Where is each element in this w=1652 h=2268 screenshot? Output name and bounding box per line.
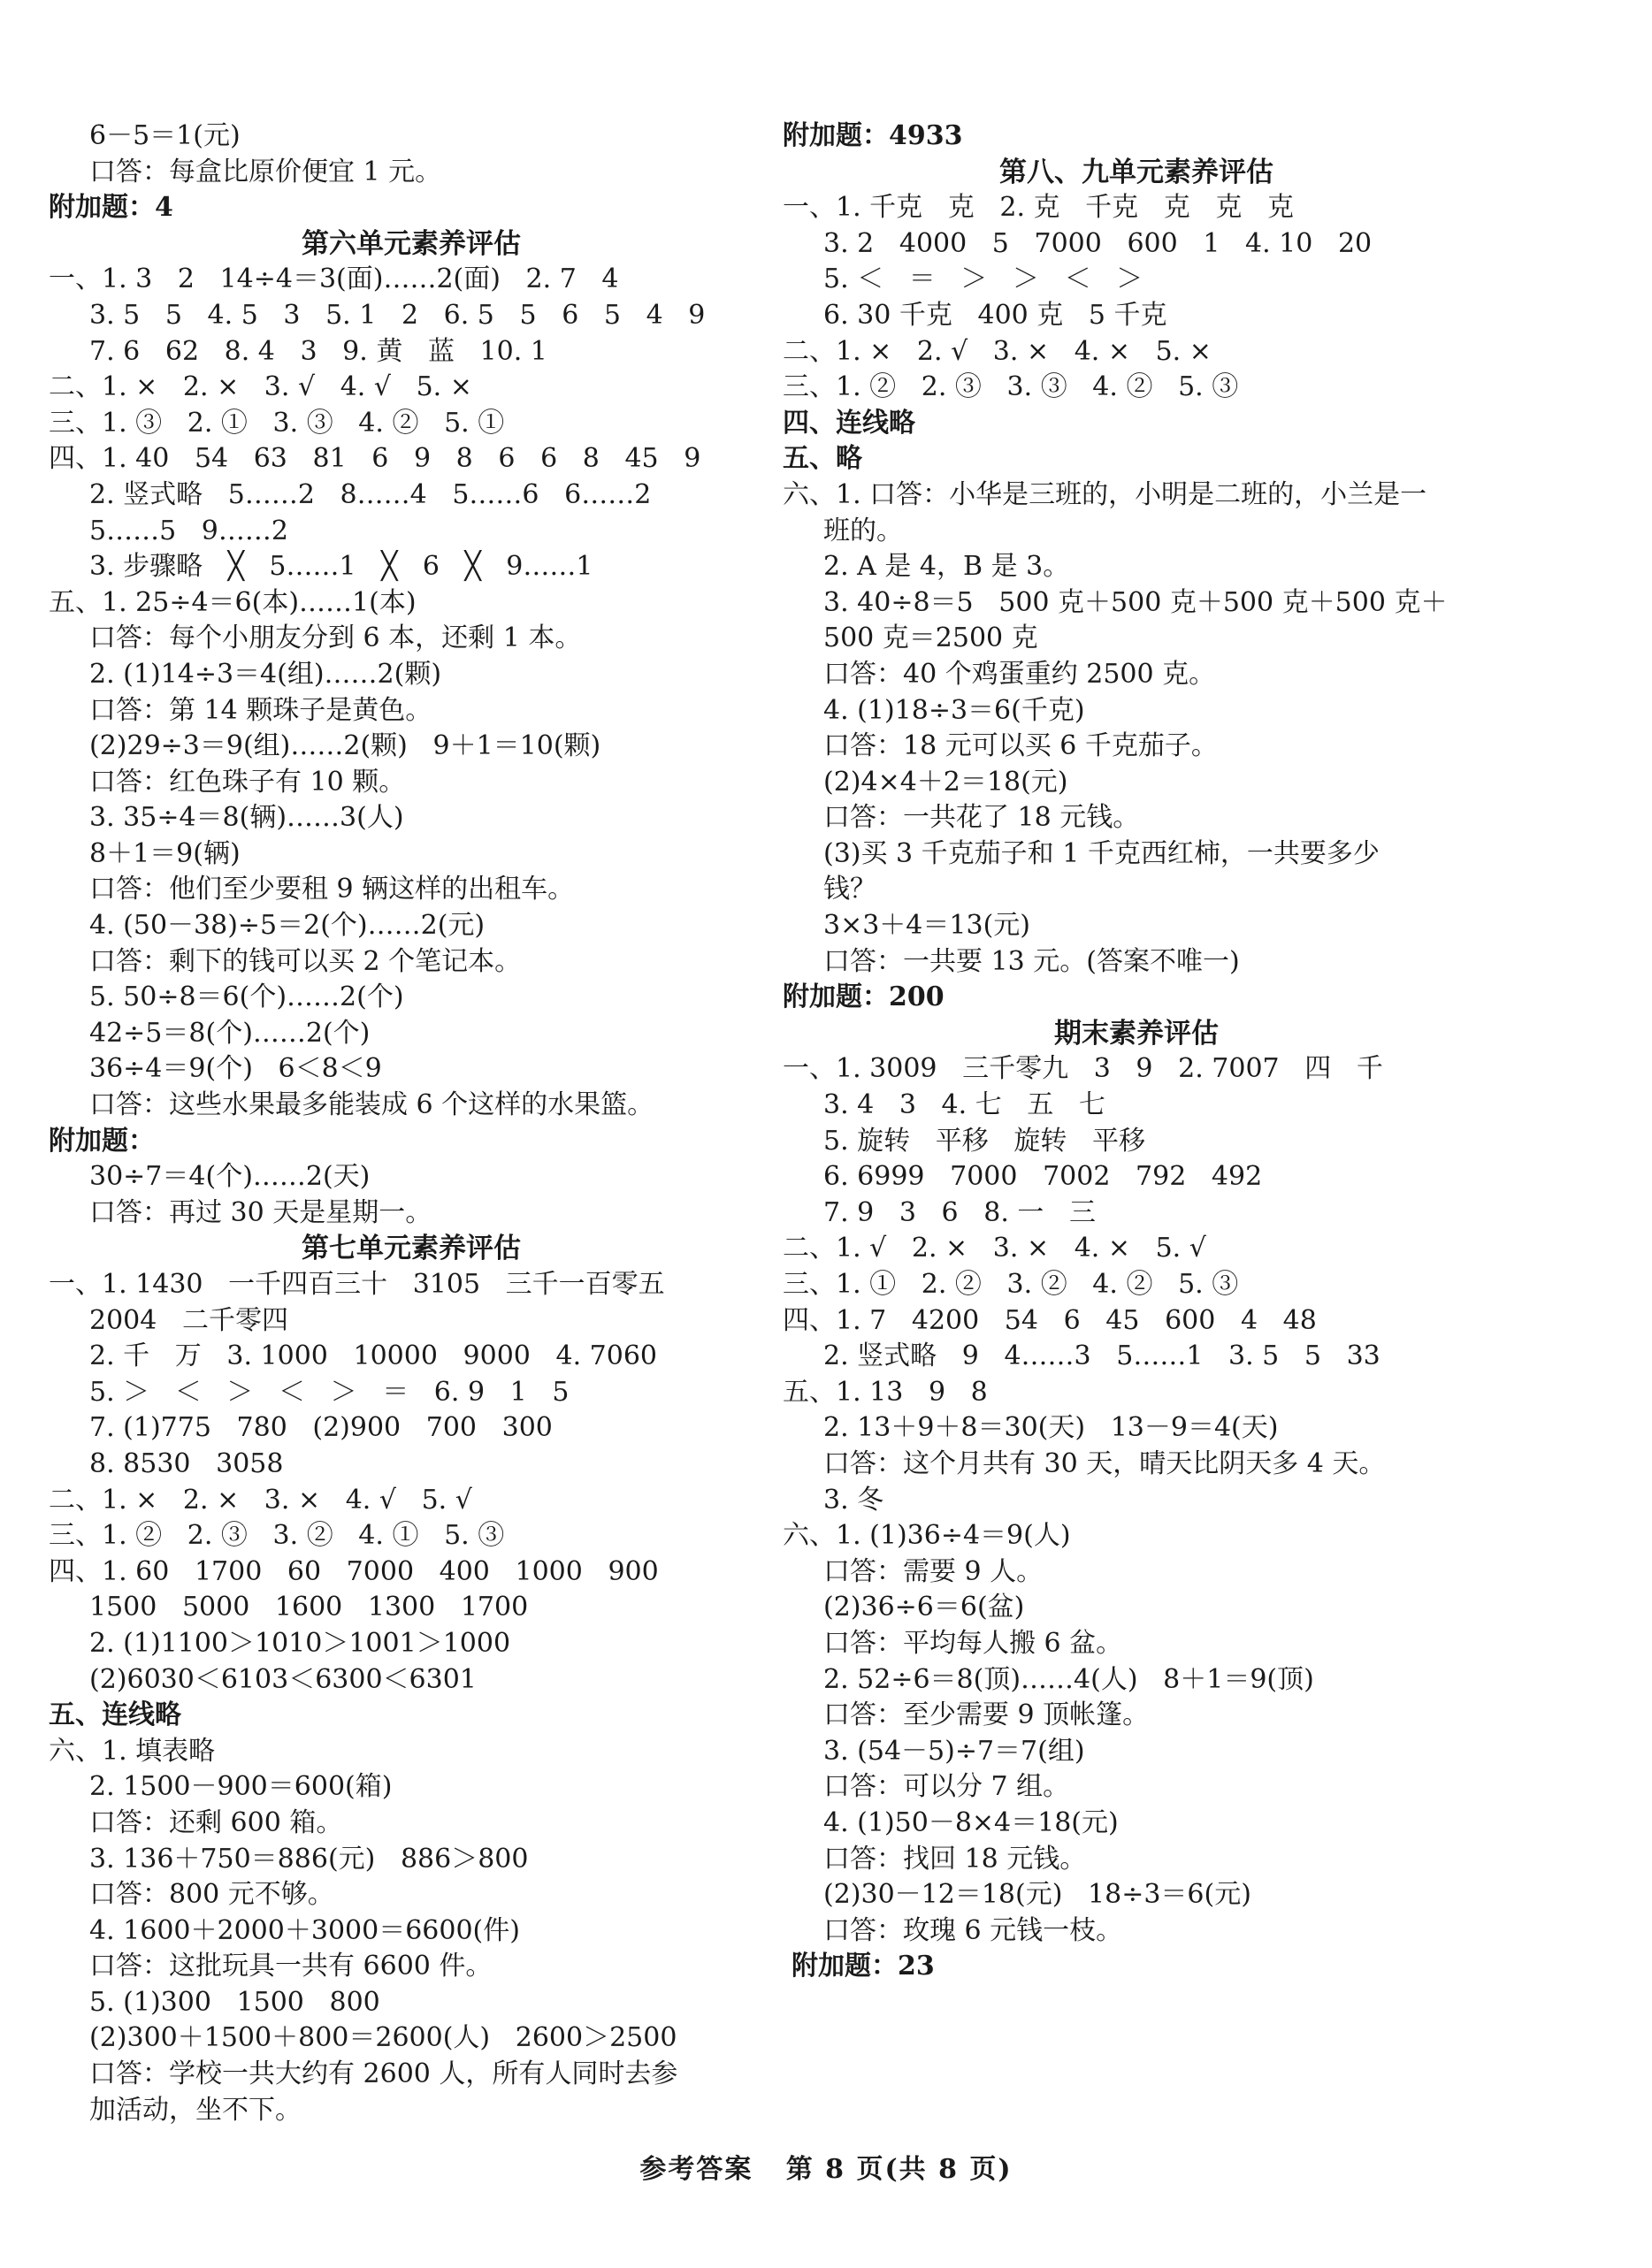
answer-line: 5. ＜ ＝ ＞ ＞ ＜ ＞ (823, 263, 1143, 295)
answer-line: 2. (1)14÷3＝4(组)……2(颗) (89, 658, 442, 690)
answer-line: 四、连线略 (783, 407, 915, 439)
section-heading: 第六单元素养评估 (302, 227, 521, 260)
answer-line: 7. (1)775 780 (2)900 700 300 (89, 1412, 553, 1444)
page-footer: 参考答案 第 8 页(共 8 页) (639, 2154, 1013, 2185)
answer-line: 口答：红色珠子有 10 颗。 (89, 766, 406, 798)
answer-line: 一、1. 1430 一千四百三十 3105 三千一百零五 (49, 1269, 665, 1300)
answer-line: 500 克＝2500 克 (823, 622, 1038, 654)
answer-line: 附加题：4933 (783, 120, 963, 151)
answer-line: 加活动，坐不下。 (89, 2094, 302, 2126)
section-heading: 第八、九单元素养评估 (999, 156, 1273, 188)
answer-line: 30÷7＝4(个)……2(天) (89, 1161, 371, 1193)
answer-line: 8＋1＝9(辆) (89, 837, 241, 869)
answer-line: 口答：找回 18 元钱。 (823, 1843, 1087, 1875)
answer-line: 五、1. 13 9 8 (783, 1376, 988, 1408)
answer-line: 口答：每盒比原价便宜 1 元。 (89, 156, 442, 187)
answer-line: 7. 6 62 8. 4 3 9. 黄 蓝 10. 1 (89, 335, 547, 367)
answer-line: 口答：玫瑰 6 元钱一枝。 (823, 1914, 1123, 1946)
answer-line: 口答：18 元可以买 6 千克茄子。 (823, 730, 1218, 762)
answer-line: (2)4×4＋2＝18(元) (823, 766, 1068, 798)
answer-line: 六、1. 填表略 (49, 1735, 216, 1767)
answer-line: 2. (1)1100＞1010＞1001＞1000 (89, 1627, 511, 1659)
answer-line: 3. 步骤略 ╳ 5……1 ╳ 6 ╳ 9……1 (89, 551, 593, 583)
answer-line: 6. 30 千克 400 克 5 千克 (823, 299, 1167, 331)
answer-line: 班的。 (823, 515, 903, 546)
answer-line: 二、1. × 2. × 3. × 4. √ 5. √ (49, 1484, 472, 1516)
answer-line: 六、1. (1)36÷4＝9(人) (783, 1520, 1071, 1552)
left-column (49, 118, 774, 2128)
answer-line: 2. 13＋9＋8＝30(天) 13－9＝4(天) (823, 1412, 1279, 1444)
answer-line: 3. 5 5 4. 5 3 5. 1 2 6. 5 5 6 5 4 9 (89, 299, 706, 331)
answer-line: 6－5＝1(元) (89, 120, 241, 151)
answer-line: 附加题： (49, 1125, 155, 1157)
answer-line: 4. (50－38)÷5＝2(个)……2(元) (89, 910, 486, 942)
answer-line: 一、1. 3009 三千零九 3 9 2. 7007 四 千 (783, 1053, 1383, 1085)
answer-line: 一、1. 千克 克 2. 克 千克 克 克 克 (783, 192, 1294, 224)
answer-line: 三、1. ③ 2. ① 3. ③ 4. ② 5. ① (49, 407, 505, 439)
answer-line: 三、1. ② 2. ③ 3. ③ 4. ② 5. ③ (783, 371, 1239, 403)
answer-line: 2. 1500－900＝600(箱) (89, 1771, 393, 1803)
answer-line: 口答：还剩 600 箱。 (89, 1806, 343, 1838)
right-column (783, 118, 1490, 1985)
answer-line: 口答：平均每人搬 6 盆。 (823, 1627, 1123, 1659)
answer-line: 8. 8530 3058 (89, 1447, 284, 1479)
answer-line: 五、连线略 (49, 1699, 181, 1731)
answer-line: (2)300＋1500＋800＝2600(人) 2600＞2500 (89, 2022, 677, 2054)
answer-line: 3×3＋4＝13(元) (823, 910, 1030, 942)
answer-line: 四、1. 40 54 63 81 6 9 8 6 6 8 45 9 (49, 443, 701, 475)
answer-line: 口答：需要 9 人。 (823, 1555, 1044, 1587)
answer-line: 2. 竖式略 5……2 8……4 5……6 6……2 (89, 478, 652, 510)
answer-line: 3. 35÷4＝8(辆)……3(人) (89, 802, 404, 834)
answer-line: 口答：学校一共大约有 2600 人，所有人同时去参 (89, 2058, 678, 2090)
answer-line: 五、略 (783, 443, 862, 475)
answer-line: 口答：这些水果最多能装成 6 个这样的水果篮。 (89, 1089, 654, 1121)
answer-line: 附加题：200 (783, 981, 945, 1013)
answer-line: 2. 千 万 3. 1000 10000 9000 4. 7060 (89, 1340, 657, 1372)
answer-line: 4. (1)50－8×4＝18(元) (823, 1806, 1119, 1838)
answer-line: 2. 52÷6＝8(顶)……4(人) 8＋1＝9(顶) (823, 1663, 1314, 1695)
answer-line: 附加题：23 (792, 1951, 935, 1982)
answer-line: 附加题：4 (49, 192, 173, 224)
section-heading: 期末素养评估 (1054, 1017, 1219, 1050)
answer-line: 2. A 是 4，B 是 3。 (823, 551, 1070, 583)
answer-line: 6. 6999 7000 7002 792 492 (823, 1161, 1263, 1193)
answer-line: 口答：至少需要 9 顶帐篷。 (823, 1699, 1150, 1731)
answer-line: 口答：每个小朋友分到 6 本，还剩 1 本。 (89, 622, 582, 654)
answer-line: 42÷5＝8(个)……2(个) (89, 1017, 371, 1049)
answer-line: 4. 1600＋2000＋3000＝6600(件) (89, 1914, 520, 1946)
answer-line: 钱？ (823, 874, 876, 905)
answer-line: (2)6030＜6103＜6300＜6301 (89, 1663, 477, 1695)
answer-line: (2)36÷6＝6(盆) (823, 1592, 1025, 1623)
answer-line: 3. 136＋750＝886(元) 886＞800 (89, 1843, 529, 1875)
answer-line: 5. (1)300 1500 800 (89, 1986, 380, 2018)
answer-line: 口答：800 元不够。 (89, 1879, 334, 1911)
answer-line: 5. 旋转 平移 旋转 平移 (823, 1125, 1145, 1157)
answer-line: 口答：第 14 颗珠子是黄色。 (89, 694, 432, 726)
answer-line: (2)29÷3＝9(组)……2(颗) 9＋1＝10(颗) (89, 730, 601, 762)
answer-line: 5……5 9……2 (89, 515, 288, 546)
answer-line: 口答：这个月共有 30 天，晴天比阴天多 4 天。 (823, 1447, 1386, 1479)
answer-line: 2. 竖式略 9 4……3 5……1 3. 5 5 33 (823, 1340, 1380, 1372)
answer-line: 3. 40÷8＝5 500 克＋500 克＋500 克＋500 克＋ (823, 586, 1448, 618)
answer-line: 口答：40 个鸡蛋重约 2500 克。 (823, 658, 1216, 690)
answer-line: 口答：一共花了 18 元钱。 (823, 802, 1140, 834)
answer-line: 四、1. 7 4200 54 6 45 600 4 48 (783, 1304, 1317, 1336)
answer-line: 三、1. ② 2. ③ 3. ② 4. ① 5. ③ (49, 1520, 505, 1552)
answer-line: 7. 9 3 6 8. 一 三 (823, 1196, 1097, 1228)
answer-line: 一、1. 3 2 14÷4＝3(面)……2(面) 2. 7 4 (49, 263, 619, 295)
answer-line: 2004 二千零四 (89, 1304, 288, 1336)
answer-line: 5. ＞ ＜ ＞ ＜ ＞ ＝ 6. 9 1 5 (89, 1376, 570, 1408)
answer-line: 3. 4 3 4. 七 五 七 (823, 1089, 1105, 1121)
answer-line: 四、1. 60 1700 60 7000 400 1000 900 (49, 1555, 659, 1587)
answer-line: (2)30－12＝18(元) 18÷3＝6(元) (823, 1879, 1251, 1911)
answer-line: 二、1. √ 2. × 3. × 4. × 5. √ (783, 1233, 1206, 1264)
answer-line: 口答：剩下的钱可以买 2 个笔记本。 (89, 945, 522, 977)
section-heading: 第七单元素养评估 (302, 1233, 521, 1265)
answer-line: 口答：可以分 7 组。 (823, 1771, 1070, 1803)
answer-line: 4. (1)18÷3＝6(千克) (823, 694, 1085, 726)
answer-line: 36÷4＝9(个) 6＜8＜9 (89, 1053, 382, 1085)
answer-line: 5. 50÷8＝6(个)……2(个) (89, 981, 404, 1013)
answer-line: 口答：再过 30 天是星期一。 (89, 1196, 432, 1228)
answer-line: 3. (54－5)÷7＝7(组) (823, 1735, 1085, 1767)
answer-line: 3. 冬 (823, 1484, 884, 1516)
answer-line: 口答：这批玩具一共有 6600 件。 (89, 1951, 493, 1982)
answer-line: 3. 2 4000 5 7000 600 1 4. 10 20 (823, 227, 1373, 259)
answer-line: 五、1. 25÷4＝6(本)……1(本) (49, 586, 417, 618)
answer-line: 三、1. ① 2. ② 3. ② 4. ② 5. ③ (783, 1269, 1239, 1300)
answer-line: 口答：他们至少要租 9 辆这样的出租车。 (89, 874, 575, 905)
answer-line: (3)买 3 千克茄子和 1 千克西红柿，一共要多少 (823, 837, 1380, 869)
answer-line: 二、1. × 2. √ 3. × 4. × 5. × (783, 335, 1212, 367)
answer-line: 口答：一共要 13 元。(答案不唯一) (823, 945, 1240, 977)
answer-line: 二、1. × 2. × 3. √ 4. √ 5. × (49, 371, 472, 403)
answer-line: 1500 5000 1600 1300 1700 (89, 1592, 529, 1623)
answer-line: 六、1. 口答：小华是三班的，小明是二班的，小兰是一 (783, 478, 1427, 510)
